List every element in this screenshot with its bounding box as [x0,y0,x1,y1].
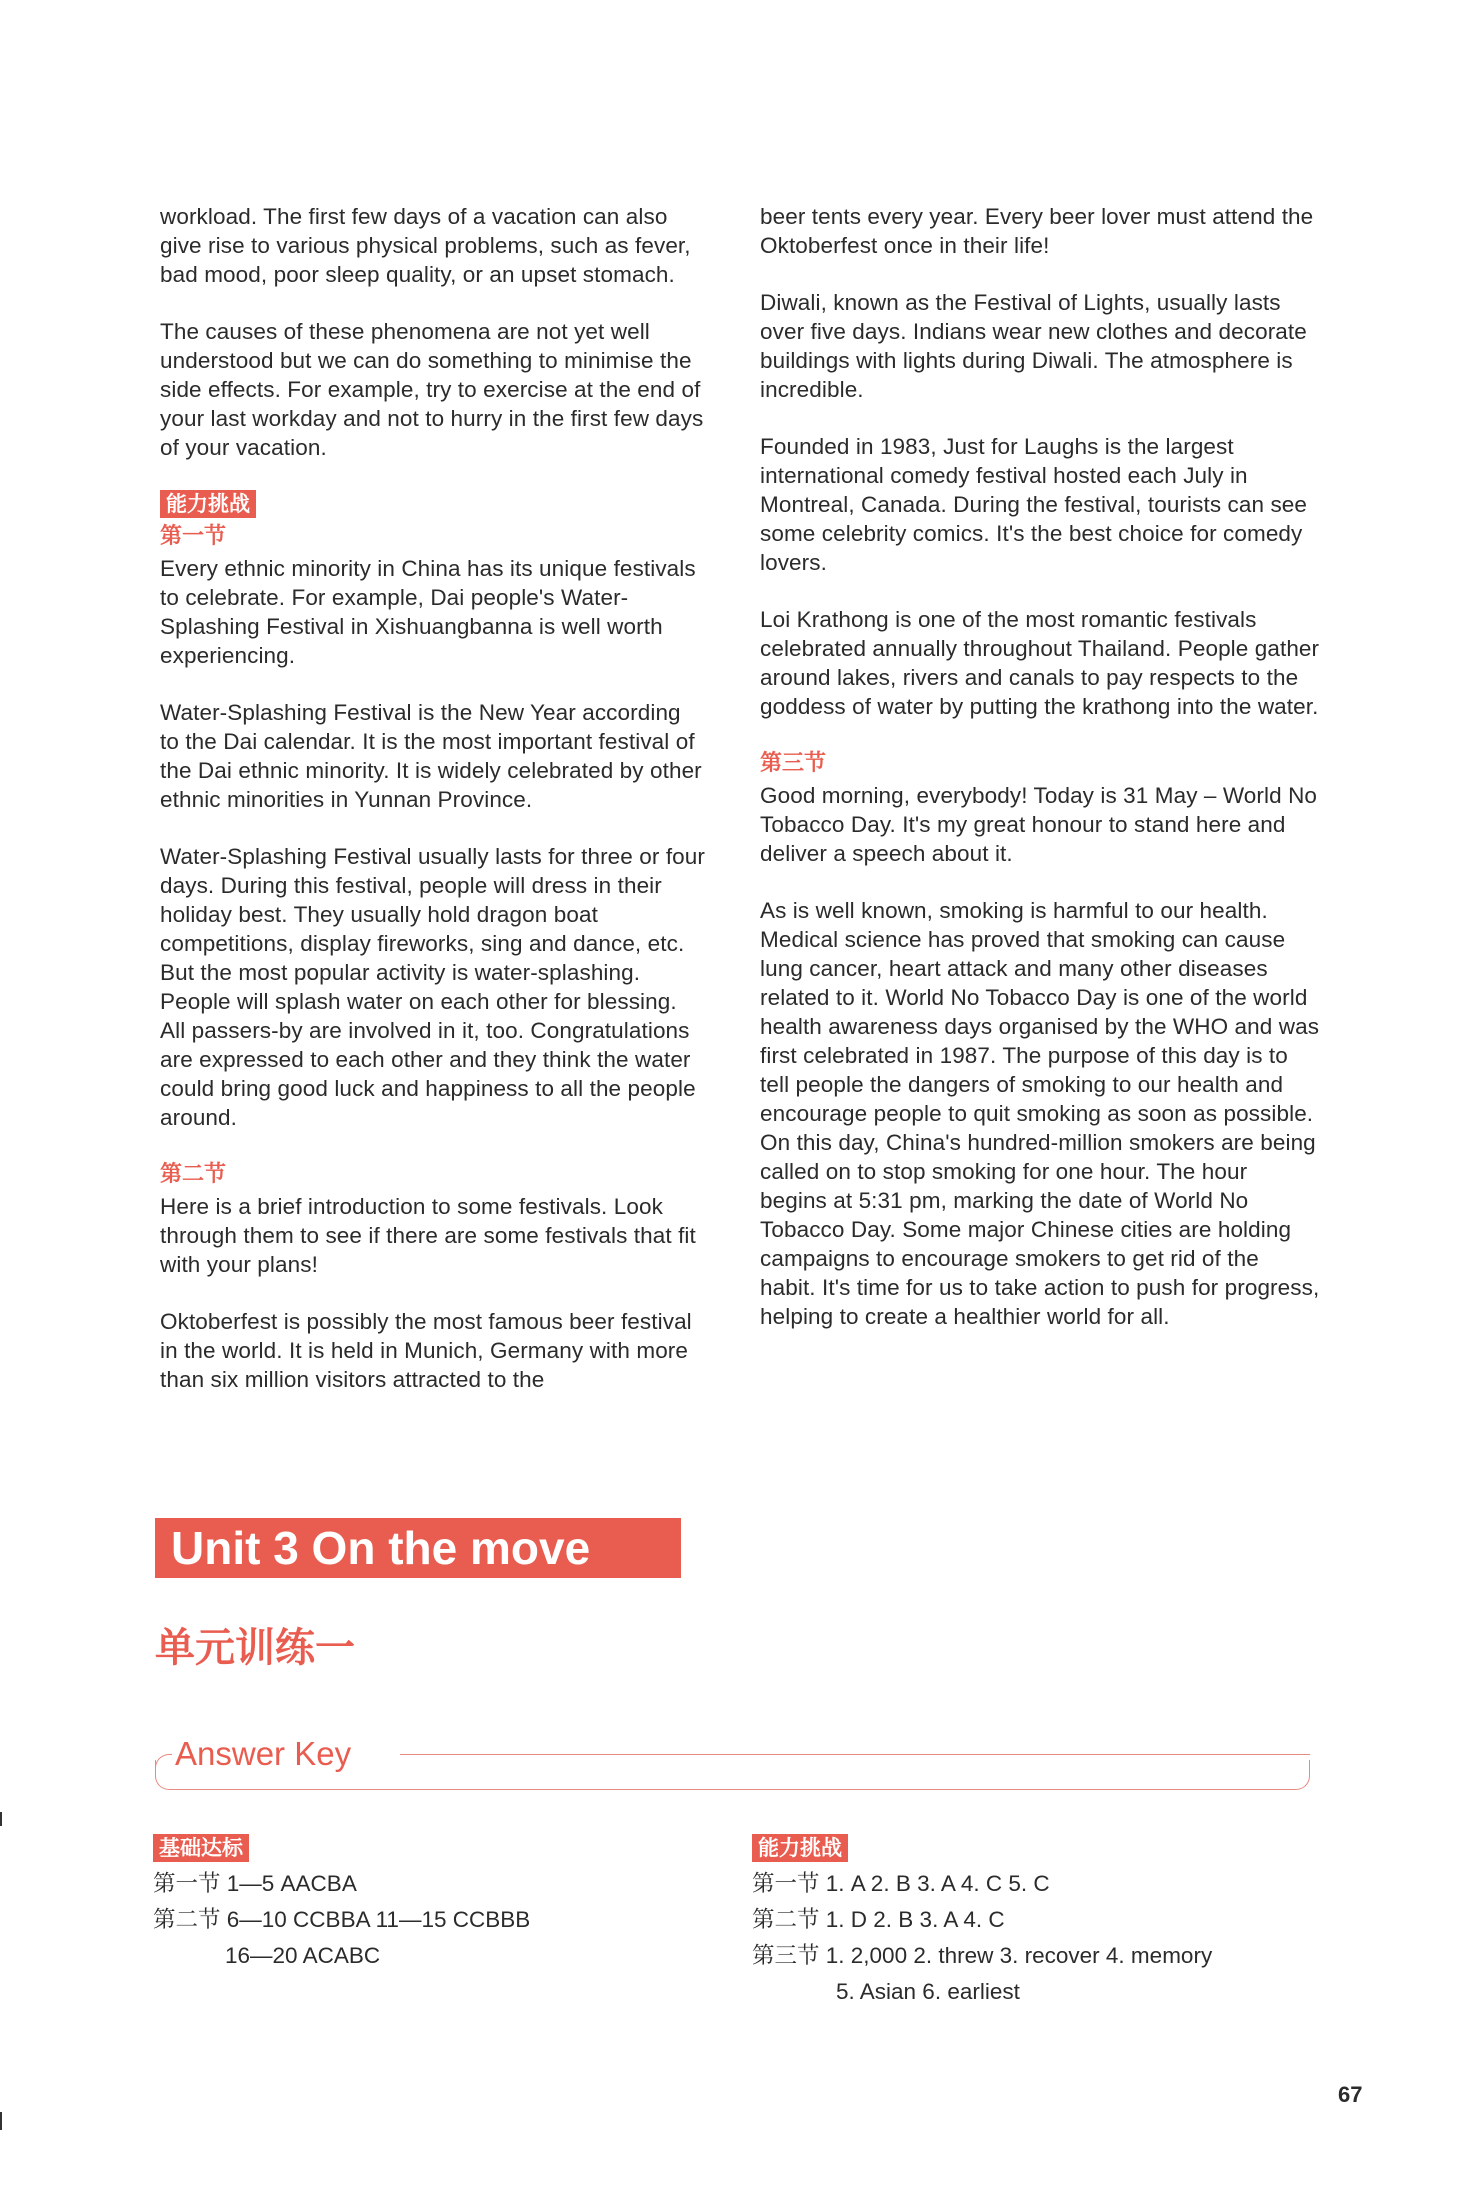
crop-mark [0,2112,2,2130]
answer-row [153,1866,530,1902]
answer-key-title: Answer Key [175,1732,363,1776]
answer-label: 第二节 [752,1907,820,1933]
section-tag: 基础达标 [153,1834,249,1862]
left-column [160,202,705,1422]
paragraph: workload. The first few days of a vacation can also give rise to various physical problems, such as fever, bad mood, poor sleep quality, or an upset stomach. [160,204,691,287]
answer-values: 16—20 ACABC [225,1943,381,1968]
section-heading: 第一节 [160,524,227,549]
answer-values: 5. Asian 6. earliest [836,1979,1020,2004]
unit-subtitle: 单元训练一 [155,1625,355,1671]
answer-row [752,1866,1212,1902]
answer-values: 1. D 2. B 3. A 4. C [819,1907,1005,1932]
answer-values: 1. 2,000 2. threw 3. recover 4. memory [819,1943,1213,1968]
paragraph: Good morning, everybody! Today is 31 May – World No Tobacco Day. It's my great honour to stand here and deliver a speech about it. [760,783,1318,866]
paragraph: Water-Splashing Festival usually lasts for three or four days. During this festival, people will dress in their holiday best. They usually hold dragon boat competitions, display fireworks, sing and dance, etc. But the most popular activity is water-splashing. People will splash water on each other for blessing. All passers-by are involved in it, too. Congratulations are expressed to each other and they think the water could bring good luck and happiness to all the people around. [160,844,705,1130]
paragraph: The causes of these phenomena are not yet well understood but we can do something to minimise the side effects. For example, try to exercise at the end of your last workday and not to hurry in the first few days of your vacation. [160,319,704,460]
section-tag: 能力挑战 [752,1834,848,1862]
paragraph: Diwali, known as the Festival of Lights, usually lasts over five days. Indians wear new clothes and decorate buildings with lights during Diwali. The atmosphere is incredible. [760,290,1307,402]
answer-key-header [155,1732,1310,1792]
divider-line [400,1754,1310,1755]
paragraph: As is well known, smoking is harmful to our health. Medical science has proved that smoking can cause lung cancer, heart attack and many other diseases related to it. World No Tobacco Day is one of the world health awareness days organised by the WHO and was first celebrated in 1987. The purpose of this day is to tell people the dangers of smoking to our health and encourage people to quit smoking as soon as possible. On this day, China's hundred-million smokers are being called on to stop smoking for one hour. The hour begins at 5:31 pm, marking the date of World No Tobacco Day. Some major Chinese cities are holding campaigns to encourage smokers to get rid of the habit. It's time for us to take action to push for progress, helping to create a healthier world for all. [760,898,1320,1329]
answer-row [752,1938,1212,1974]
answer-label: 第一节 [153,1871,221,1897]
answer-values: 6—10 CCBBA 11—15 CCBBB [220,1907,531,1932]
answer-label: 第一节 [752,1871,820,1897]
section-tag: 能力挑战 [160,490,256,518]
paragraph: Water-Splashing Festival is the New Year according to the Dai calendar. It is the most important festival of the Dai ethnic minority. It is widely celebrated by other ethnic minorities in Yunnan Province. [160,700,702,812]
paragraph: Oktoberfest is possibly the most famous beer festival in the world. It is held in Munich, Germany with more than six million visitors attracted to the [160,1309,692,1392]
answer-label: 第三节 [752,1943,820,1969]
section-heading: 第三节 [760,751,827,776]
answer-row [752,1902,1212,1938]
paragraph: Every ethnic minority in China has its unique festivals to celebrate. For example, Dai people's Water-Splashing Festival in Xishuangbanna is well worth experiencing. [160,556,696,668]
answers-challenge [752,1830,1212,2010]
answer-values: 1. A 2. B 3. A 4. C 5. C [819,1871,1050,1896]
paragraph: Founded in 1983, Just for Laughs is the largest international comedy festival hosted each July in Montreal, Canada. During the festival, tourists can see some celebrity comics. It's the best choice for comedy lovers. [760,434,1308,575]
answer-label: 第二节 [153,1907,221,1933]
answer-values: 1—5 AACBA [220,1871,357,1896]
answers-basic [153,1830,530,1974]
answer-row [752,1974,1212,2010]
section-heading: 第二节 [160,1162,227,1187]
answer-row [153,1902,530,1938]
unit-title-banner: Unit 3 On the move [155,1518,681,1578]
page-number: 67 [1338,2082,1363,2107]
crop-mark [0,1812,2,1826]
paragraph: beer tents every year. Every beer lover must attend the Oktoberfest once in their life! [760,204,1314,258]
paragraph: Here is a brief introduction to some festivals. Look through them to see if there are some festivals that fit with your plans! [160,1194,696,1277]
right-column [760,202,1320,1359]
answer-row [153,1938,530,1974]
paragraph: Loi Krathong is one of the most romantic festivals celebrated annually throughout Thailand. People gather around lakes, rivers and canals to pay respects to the goddess of water by putting the krathong into the water. [760,607,1320,719]
